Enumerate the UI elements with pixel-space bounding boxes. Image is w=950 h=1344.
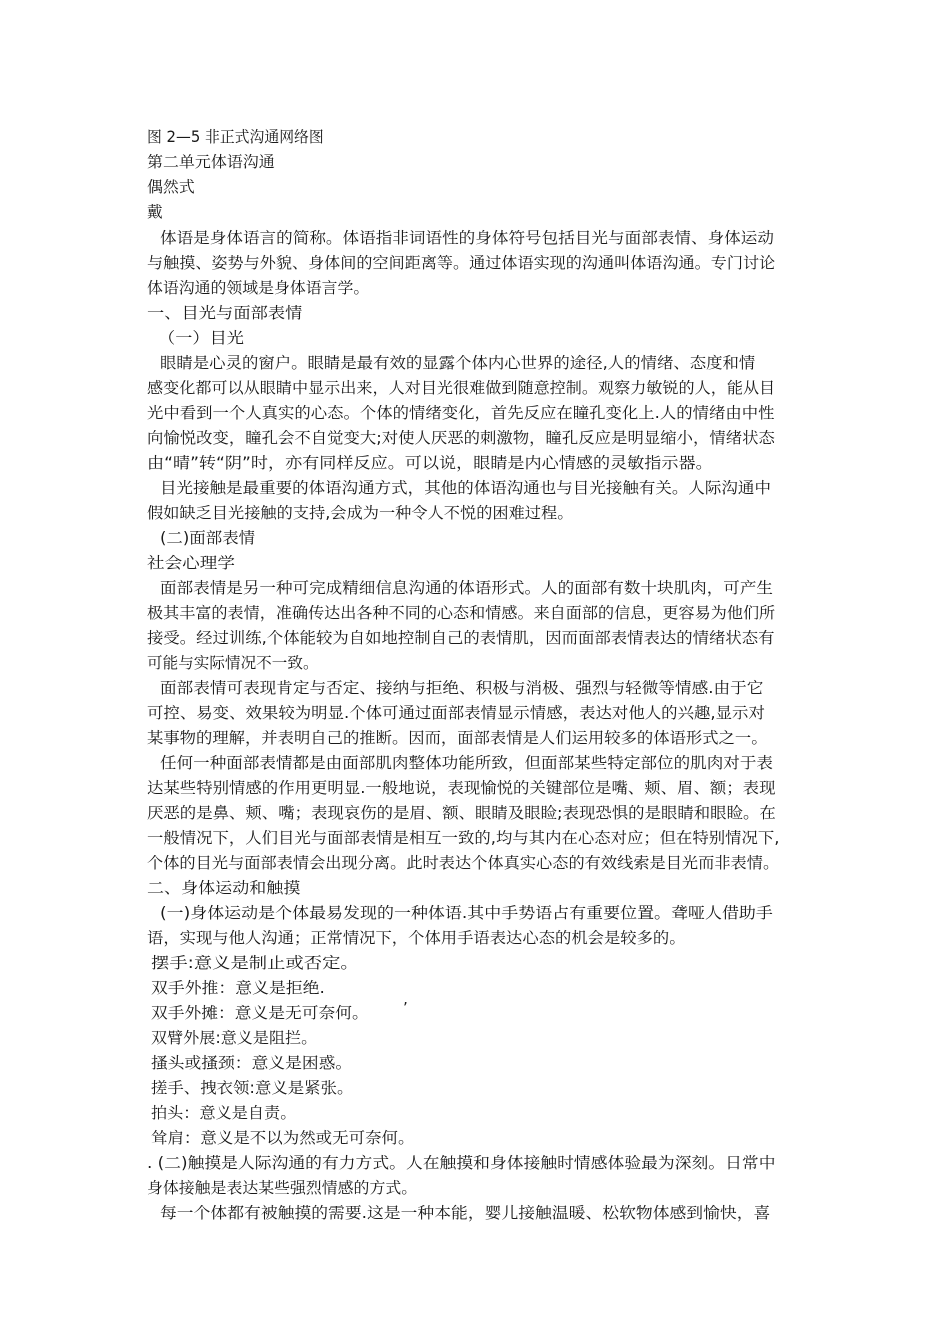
text-line: 双臂外展:意义是阻拦。: [151, 1029, 318, 1047]
text-line: 假如缺乏目光接触的支持,会成为一种令人不悦的困难过程。: [147, 504, 574, 522]
text-line: 耸肩：意义是不以为然或无可奈何。: [151, 1129, 415, 1147]
text-line: 体语沟通的领域是身体语言学。: [147, 279, 370, 297]
text-line: 双手外推：意义是拒绝.: [151, 979, 325, 997]
text-line: 面部表情是另一种可完成精细信息沟通的体语形式。人的面部有数十块肌肉，可产生: [160, 579, 773, 597]
text-line: 光中看到一个人真实的心态。个体的情绪变化，首先反应在瞳孔变化上.人的情绪由中性: [147, 404, 775, 422]
text-line: 向愉悦改变，瞳孔会不自觉变大;对使人厌恶的刺激物，瞳孔反应是明显缩小，情绪状态: [147, 429, 775, 447]
text-line: 摆手:意义是制止或否定。: [151, 954, 359, 972]
text-line: 可能与实际情况不一致。: [147, 654, 319, 672]
text-line: 身体接触是表达某些强烈情感的方式。: [147, 1179, 418, 1197]
text-line: 图 2—5 非正式沟通网络图: [147, 128, 324, 146]
text-line: 偶然式: [147, 178, 195, 196]
text-line: 戴: [147, 203, 163, 221]
text-line: 每一个体都有被触摸的需要.这是一种本能，婴儿接触温暖、松软物体感到愉快，喜: [160, 1204, 771, 1222]
text-line: 达某些特别情感的作用更明显.一般地说，表现愉悦的关键部位是嘴、颊、眉、额；表现: [147, 779, 776, 797]
text-line: 一、目光与面部表情: [147, 304, 303, 322]
text-line: 搓手、拽衣领:意义是紧张。: [151, 1079, 354, 1097]
stray-apostrophe: ’: [403, 999, 408, 1017]
text-line: 由“晴”转“阴”时，亦有同样反应。可以说，眼睛是内心情感的灵敏指示器。: [147, 454, 713, 472]
text-line: 第二单元体语沟通: [147, 153, 275, 171]
text-line: 任何一种面部表情都是由面部肌肉整体功能所致，但面部某些特定部位的肌肉对于表: [160, 754, 773, 772]
text-line: 一般情况下，人们目光与面部表情是相互一致的,均与其内在心态对应；但在特别情况下,: [147, 829, 780, 847]
text-line: 接受。经过训练,个体能较为自如地控制自己的表情肌，因而面部表情表达的情绪状态有: [147, 629, 775, 647]
text-line: 拍头：意义是自责。: [151, 1104, 297, 1122]
text-line: 双手外摊：意义是无可奈何。: [151, 1004, 369, 1022]
text-line: 个体的目光与面部表情会出现分离。此时表达个体真实心态的有效线索是目光而非表情。: [147, 854, 780, 872]
text-line: 眼睛是心灵的窗户。眼睛是最有效的显露个体内心世界的途径,人的情绪、态度和情: [160, 354, 756, 372]
text-line: 可控、易变、效果较为明显.个体可通过面部表情显示情感，表达对他人的兴趣,显示对: [147, 704, 765, 722]
text-line: 与触摸、姿势与外貌、身体间的空间距离等。通过体语实现的沟通叫体语沟通。专门讨论: [147, 254, 776, 272]
text-line: 感变化都可以从眼睛中显示出来，人对目光很难做到随意控制。观察力敏锐的人，能从目: [147, 379, 776, 397]
text-line: 面部表情可表现肯定与否定、接纳与拒绝、积极与消极、强烈与轻微等情感.由于它: [160, 679, 764, 697]
text-line: （一）目光: [158, 329, 244, 347]
text-line: (一)身体运动是个体最易发现的一种体语.其中手势语占有重要位置。聋哑人借助手: [160, 904, 773, 922]
text-line: 目光接触是最重要的体语沟通方式，其他的体语沟通也与目光接触有关。人际沟通中: [160, 479, 771, 497]
text-line: 语，实现与他人沟通；正常情况下，个体用手语表达心态的机会是较多的。: [147, 929, 686, 947]
text-line: . (二)触摸是人际沟通的有力方式。人在触摸和身体接触时情感体验最为深刻。日常中: [147, 1154, 776, 1172]
text-line: 二、身体运动和触摸: [147, 879, 301, 897]
text-line: 搔头或搔颈：意义是困惑。: [151, 1054, 353, 1072]
text-line: 厌恶的是鼻、颊、嘴；表现哀伤的是眉、额、眼睛及眼睑;表现恐惧的是眼睛和眼睑。在: [147, 804, 776, 822]
text-line: 某事物的理解，并表明自己的推断。因而，面部表情是人们运用较多的体语形式之一。: [147, 729, 768, 747]
text-line: 体语是身体语言的简称。体语指非词语性的身体符号包括目光与面部表情、身体运动: [160, 229, 774, 247]
text-line: 极其丰富的表情，准确传达出各种不同的心态和情感。来自面部的信息，更容易为他们所: [147, 604, 776, 622]
text-line: (二)面部表情: [160, 529, 256, 547]
text-line: 社会心理学: [147, 554, 235, 572]
